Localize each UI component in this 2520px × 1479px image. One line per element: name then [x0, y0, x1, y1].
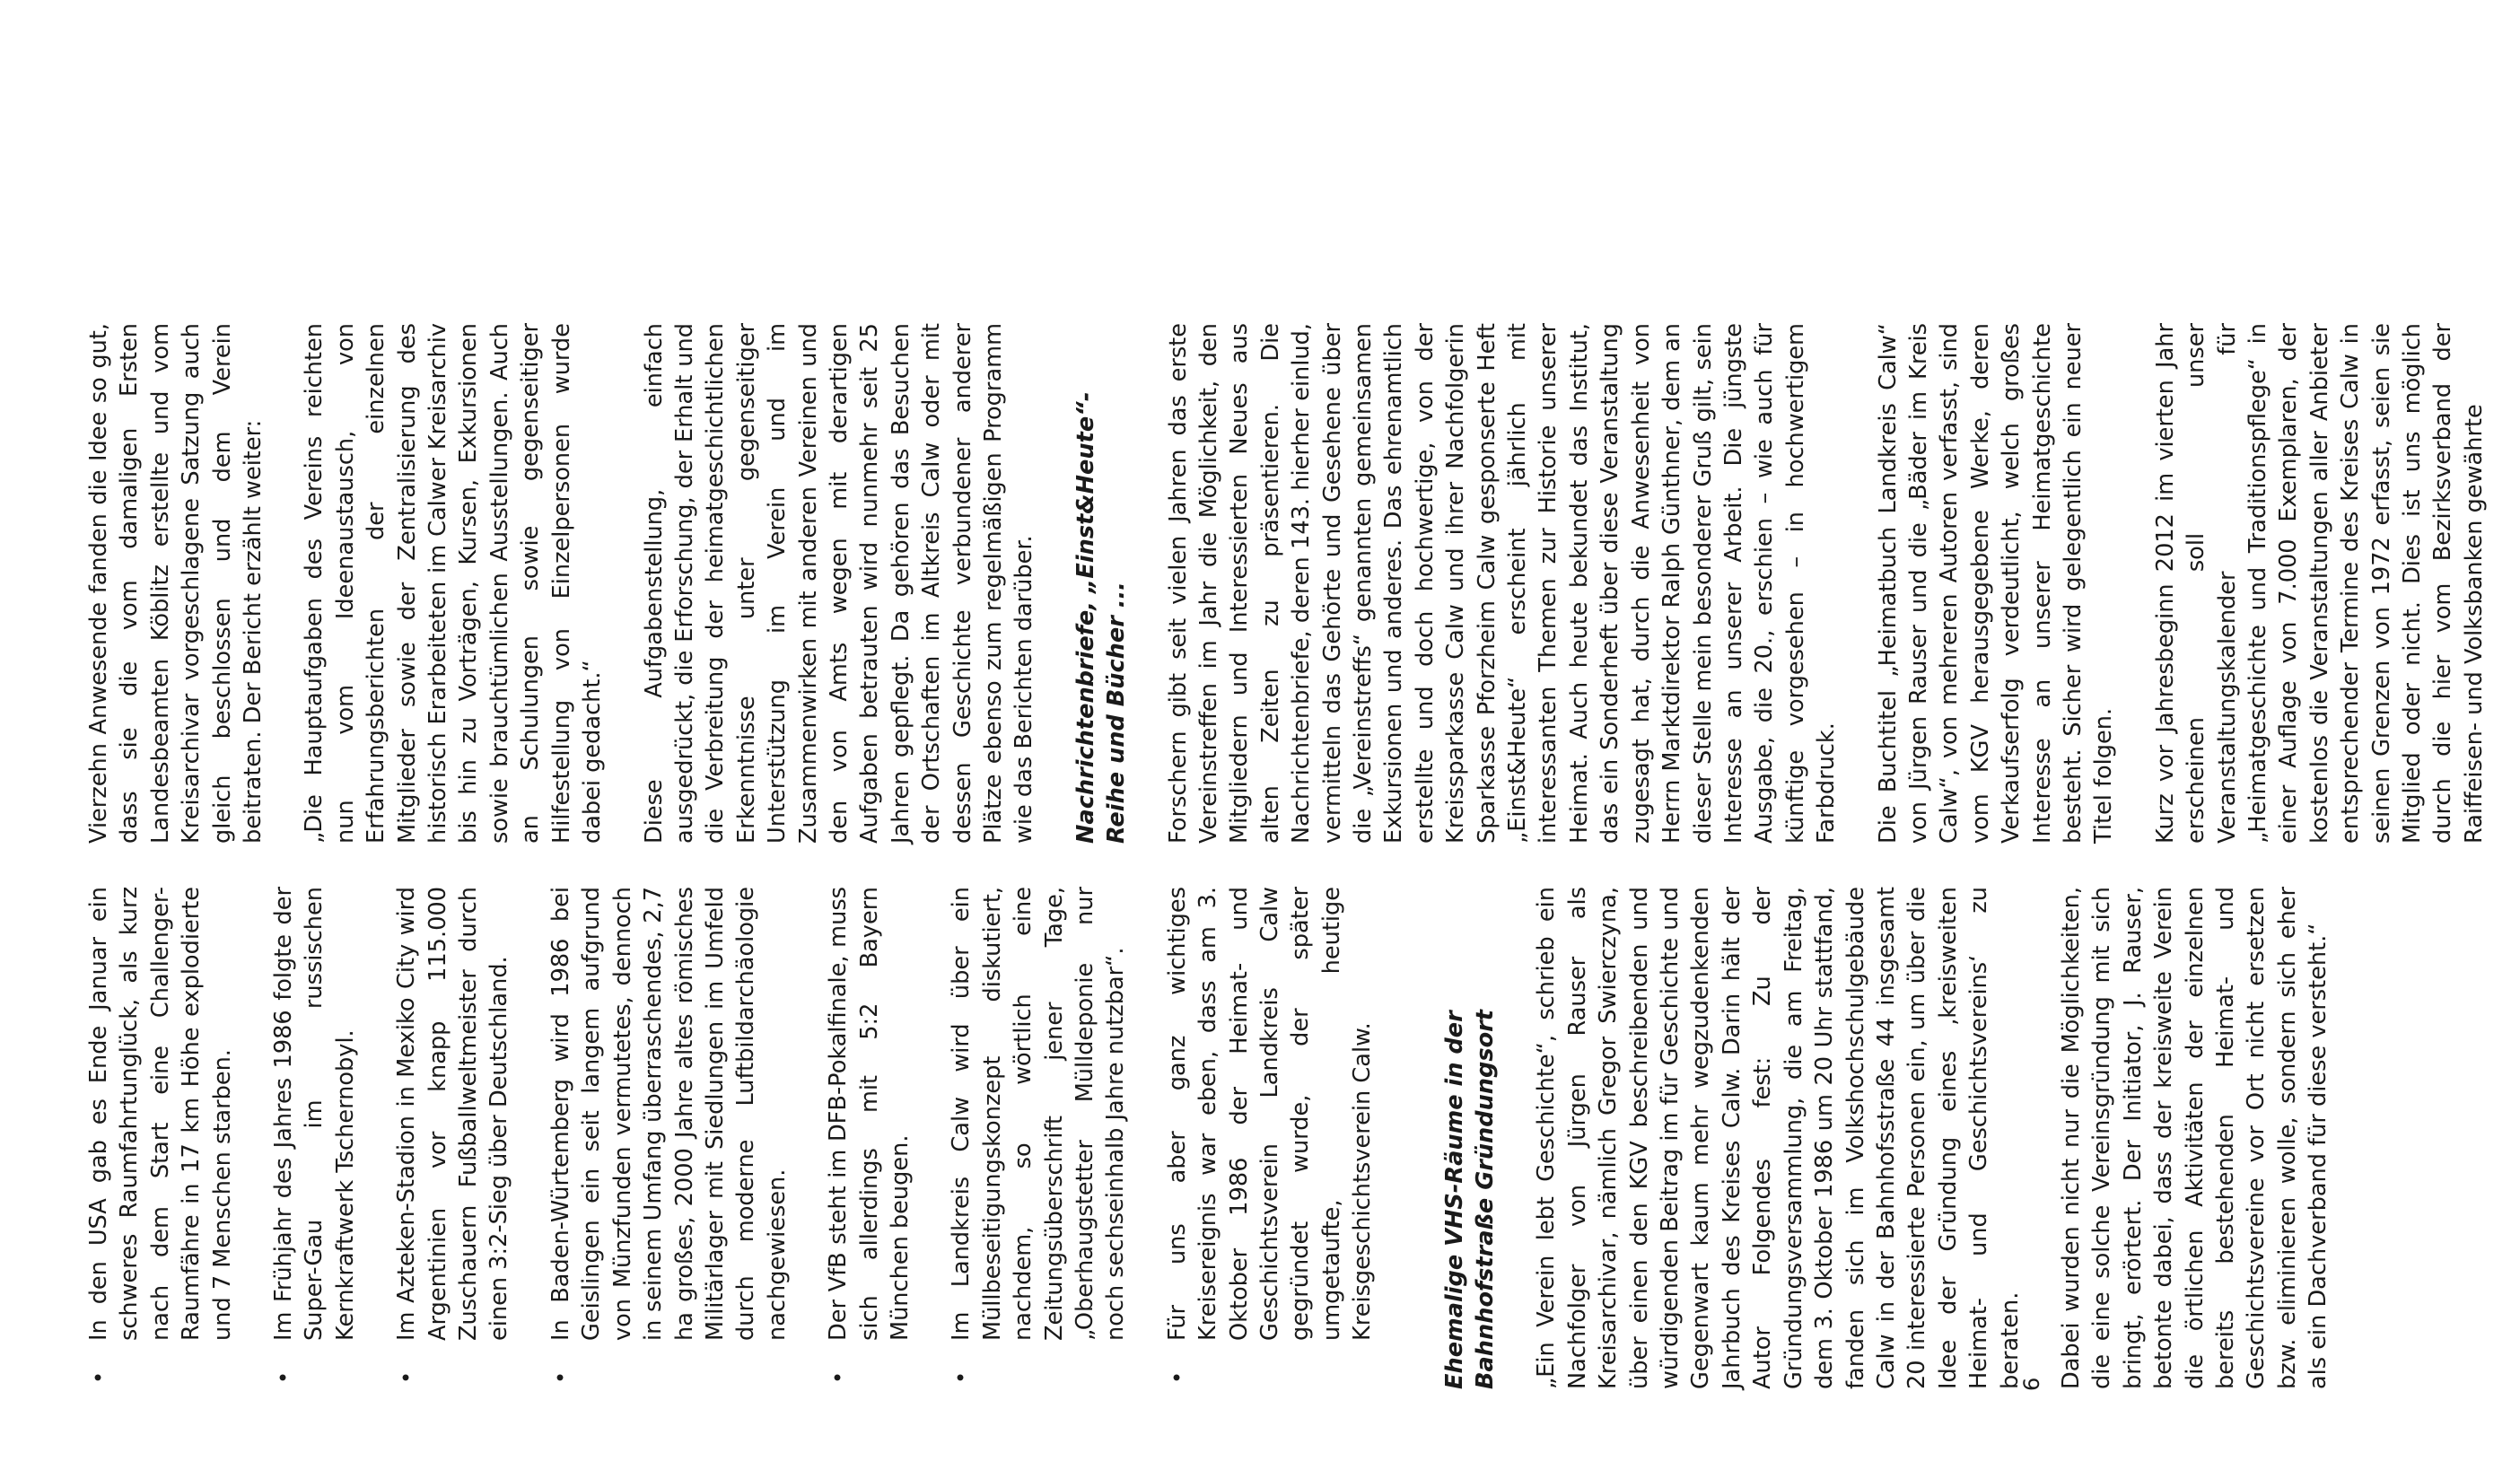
bullet-item [268, 887, 361, 1389]
paragraph: „Die Hauptaufgaben des Vereins reichten nun vom Ideenaustausch, von Erfahrungsberichten der einzelnen Mitglieder sowie der Zentralisierung des historisch Erarbeiteten im Calwer Kreisarchiv bis hin zu Vorträgen, Kursen, Exkursionen sowie brauchtümlichen Ausstellungen. Auch an Schulungen sowie gegenseitiger Hilfestellung von Einzelpersonen wurde dabei gedacht.“ [301, 323, 607, 844]
paragraph: „Ein Verein lebt Geschichte“, schrieb ein Nachfolger von Jürgen Rauser als Kreisarchivar, nämlich Gregor Swierczyna, über einen den KGV beschreibenden und würdigenden Beitrag im für Geschichte und Gegenwart kaum mehr wegzudenkenden Jahrbuch des Kreises Calw. Darin hält der Autor Folgendes fest: Zu der Gründungsversammlung, die am Freitag, dem 3. Oktober 1986 um 20 Uhr stattfand, fanden sich im Volkshochschulgebäude Calw in der Bahnhofsstraße 44 insgesamt 20 interessierte Personen ein, um über die Idee der Gründung eines ‚kreisweiten Heimat- und Geschichtsvereins‘ zu beraten. [1533, 887, 2024, 1389]
left-column [83, 887, 2365, 1389]
bullet-text: In Baden-Würtemberg wird 1986 bei Geislingen ein seit langem aufgrund von Münzfunden vermutetes, dennoch in seinem Umfang überraschendes, 2,7 ha großes, 2000 Jahre altes römisches Militärlager mit Siedlungen im Umfeld durch moderne Luftbildarchäologie nachgewiesen. [547, 887, 791, 1341]
bullet-text: Der VfB steht im DFB-Pokalfinale, muss sich allerdings mit 5:2 Bayern München beugen. [825, 887, 914, 1341]
section-heading-gruendungsort: Ehemalige VHS-Räume in der Bahnhofstraße Gründungsort [1440, 1009, 1500, 1389]
bullet-dot: • [826, 1370, 852, 1384]
paragraph: Dabei wurden nicht nur die Möglichkeiten, die eine solche Vereinsgründung mit sich bringt, erörtert. Der Initiator, J. Rauser, betonte dabei, dass der kreisweite Verein die örtlichen Aktivitäten der einzelnen bereits bestehenden Heimat- und Geschichtsvereine vor Ort nicht ersetzen bzw. eliminieren wolle, sondern sich eher als ein Dachverband für diese versteht.“ [2057, 887, 2332, 1389]
paragraph: Die Buchtitel „Heimatbuch Landkreis Calw“ von Jürgen Rauser und die „Bäder im Kreis Calw“, von mehreren Autoren verfasst, sind vom KGV herausgegebene Werke, deren Verkaufserfolg verdeutlicht, welch großes Interesse an unserer Heimatgeschichte besteht. Sicher wird gelegentlich ein neuer Titel folgen. [1874, 323, 2118, 844]
bullet-text: Im Frühjahr des Jahres 1986 folgte der Super-Gau im russischen Kernkraftwerk Tschernobyl. [270, 887, 359, 1341]
page-number: 6 [2019, 1377, 2044, 1391]
bullet-dot: • [394, 1370, 420, 1384]
bullet-dot: • [547, 1370, 573, 1384]
bullet-dot: • [949, 1370, 975, 1384]
bullet-item [83, 887, 238, 1389]
paragraph: Diese Aufgabenstellung, einfach ausgedrückt, die Erforschung, der Erhalt und die Verbreitung der heimatgeschichtlichen Erkenntnisse unter gegenseitiger Unterstützung im Verein und im Zusammenwirken mit anderen Vereinen und den von Amts wegen mit derartigen Aufgaben betrauten wird nunmehr seit 25 Jahren gepflegt. Da gehören das Besuchen der Ortschaften im Altkreis Calw oder mit dessen Geschichte verbundener anderer Plätze ebenso zum regelmäßigen Programm wie das Berichten darüber. [640, 323, 1038, 844]
bullet-dot: • [271, 1370, 297, 1384]
bullet-item [546, 887, 792, 1389]
bullet-text: Für uns aber ganz wichtiges Kreisereignis war eben, dass am 3. Oktober 1986 der Heimat- und Geschichtsverein Landkreis Calw gegründet wurde, der später umgetaufte, heutige Kreisgeschichtsverein Calw. [1163, 887, 1377, 1341]
bullet-item [946, 887, 1131, 1389]
bullet-text: Im Azteken-Stadion in Mexiko City wird Argentinien vor knapp 115.000 Zuschauern Fußballweltmeister durch einen 3:2-Sieg über Deutschland. [393, 887, 513, 1341]
right-column [83, 323, 2520, 844]
bullet-item [1162, 887, 1378, 1389]
bullet-text: In den USA gab es Ende Januar ein schweres Raumfahrtunglück, als kurz nach dem Start eine Challenger-Raumfähre in 17 km Höhe explodierte und 7 Menschen starben. [85, 887, 236, 1341]
bullet-dot: • [1164, 1370, 1190, 1384]
paragraph: Kurz vor Jahresbeginn 2012 im vierten Jahr erscheinen soll unser Veranstaltungskalender für „Heimatgeschichte und Traditionspflege“ in einer Auflage von 7.000 Exemplaren, der kostenlos die Veranstaltungen aller Anbieter entsprechender Termine des Kreises Calw in seinen Grenzen von 1972 erfasst, seien sie Mitglied oder nicht. Dies ist uns möglich durch die hier vom Bezirksverband der Raiffeisen- und Volksbanken gewährte [2151, 323, 2488, 844]
paragraph: Vierzehn Anwesende fanden die Idee so gut, dass sie die vom damaligen Ersten Landesbeamten Köblitz erstellte und vom Kreisarchivar vorgeschlagene Satzung auch gleich beschlossen und dem Verein beitraten. Der Bericht erzählt weiter: [85, 323, 267, 844]
bullet-dot: • [86, 1370, 111, 1384]
section-heading-nachrichtenbriefe: Nachrichtenbriefe, „Einst&Heute“-Reihe und Bücher ... [1072, 391, 1131, 844]
paragraph: Forschern gibt seit vielen Jahren das erste Vereinstreffen im Jahr die Möglichkeit, den Mitgliedern und Interessierten Neues aus alten Zeiten zu präsentieren. Die Nachrichtenbriefe, deren 143. hierher einlud, vermitteln das Gehörte und Gesehene über die „Vereinstreffs“ genannten gemeinsamen Exkursionen und anderes. Das ehrenamtlich erstellte und doch hochwertige, von der Kreissparkasse Calw und ihrer Nachfolgerin Sparkasse Pforzheim Calw gesponserte Heft „Einst&Heute“ erscheint jährlich mit interessanten Themen zur Historie unserer Heimat. Auch heute bekundet das Institut, das ein Sonderheft über diese Veranstaltung zugesagt hat, durch die Anwesenheit von Herrn Marktdirektor Ralph Günthner, dem an dieser Stelle mein besonderer Gruß gilt, sein Interesse an unserer Arbeit. Die jüngste Ausgabe, die 20., erschien – wie auch für künftige vorgesehen – in hochwertigem Farbdruck. [1164, 323, 1841, 844]
event-bullet-list [83, 887, 1378, 1389]
bullet-text: Im Landkreis Calw wird über ein Müllbeseitigungskonzept diskutiert, nachdem, so wörtlich eine Zeitungsüberschrift jener Tage, „Oberhaugstetter Mülldeponie nur noch sechseinhalb Jahre nutzbar“. [948, 887, 1130, 1341]
bullet-item [823, 887, 915, 1389]
bullet-item [391, 887, 515, 1389]
